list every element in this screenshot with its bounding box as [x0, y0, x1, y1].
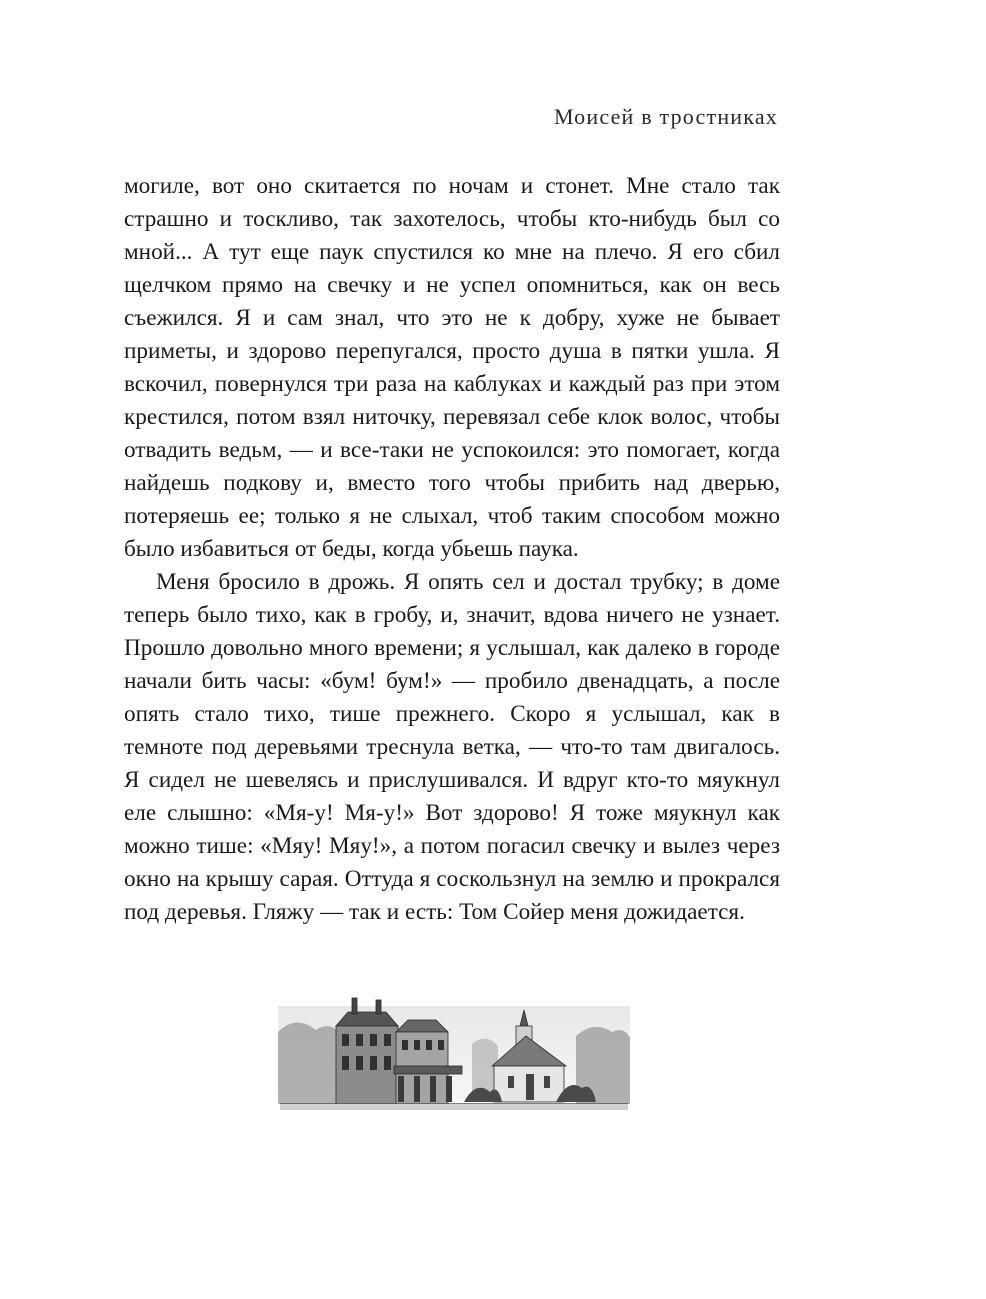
paragraph-2: Меня бросило в дрожь. Я опять сел и достал трубку; в доме теперь было тихо, как в гробу, и, значит, вдова ничего не узнает. Прошло довольно много времени; я услышал, как далеко в городе начали бить часы: «бум! бум!» — пробило двенадцать, а после опять стало тихо, тише прежнего. Скоро я услышал, как в темноте под деревьями треснула ветка, — что-то там двигалось. Я сидел не шевелясь и прислушивался. И вдруг кто-то мяукнул еле слышно: «Мя-у! Мя-у!» Вот здорово! Я тоже мяукнул как можно тише: «Мяу! Мяу!», а потом погасил свечку и вылез через окно на крышу сарая. Оттуда я соскользнул на землю и прокрался под деревья. Гляжу — так и есть: Том Сойер меня дожидается.	[124, 569, 780, 925]
town-illustration	[276, 992, 632, 1116]
body-text	[124, 170, 780, 929]
running-head: Моисей в тростниках	[553, 104, 778, 129]
paragraph-1: могиле, вот оно скитается по ночам и стонет. Мне стало так страшно и тоскливо, так захотелось, чтобы кто-нибудь был со мной... А тут еще паук спустился ко мне на плечо. Я его сбил щелчком прямо на свечку и не успел опомниться, как он весь съежился. Я и сам знал, что это не к добру, хуже не бывает приметы, и здорово перепугался, просто душа в пятки ушла. Я вскочил, повернулся три раза на каблуках и каждый раз при этом крестился, потом взял ниточку, перевязал себе клок волос, чтобы отвадить ведьм, — и все-таки не успокоился: это помогает, когда найдешь подкову и, вместо того чтобы прибить над дверью, потеряешь ее; только я не слыхал, чтоб таким способом можно было избавиться от беды, когда убьешь паука.	[124, 173, 780, 562]
